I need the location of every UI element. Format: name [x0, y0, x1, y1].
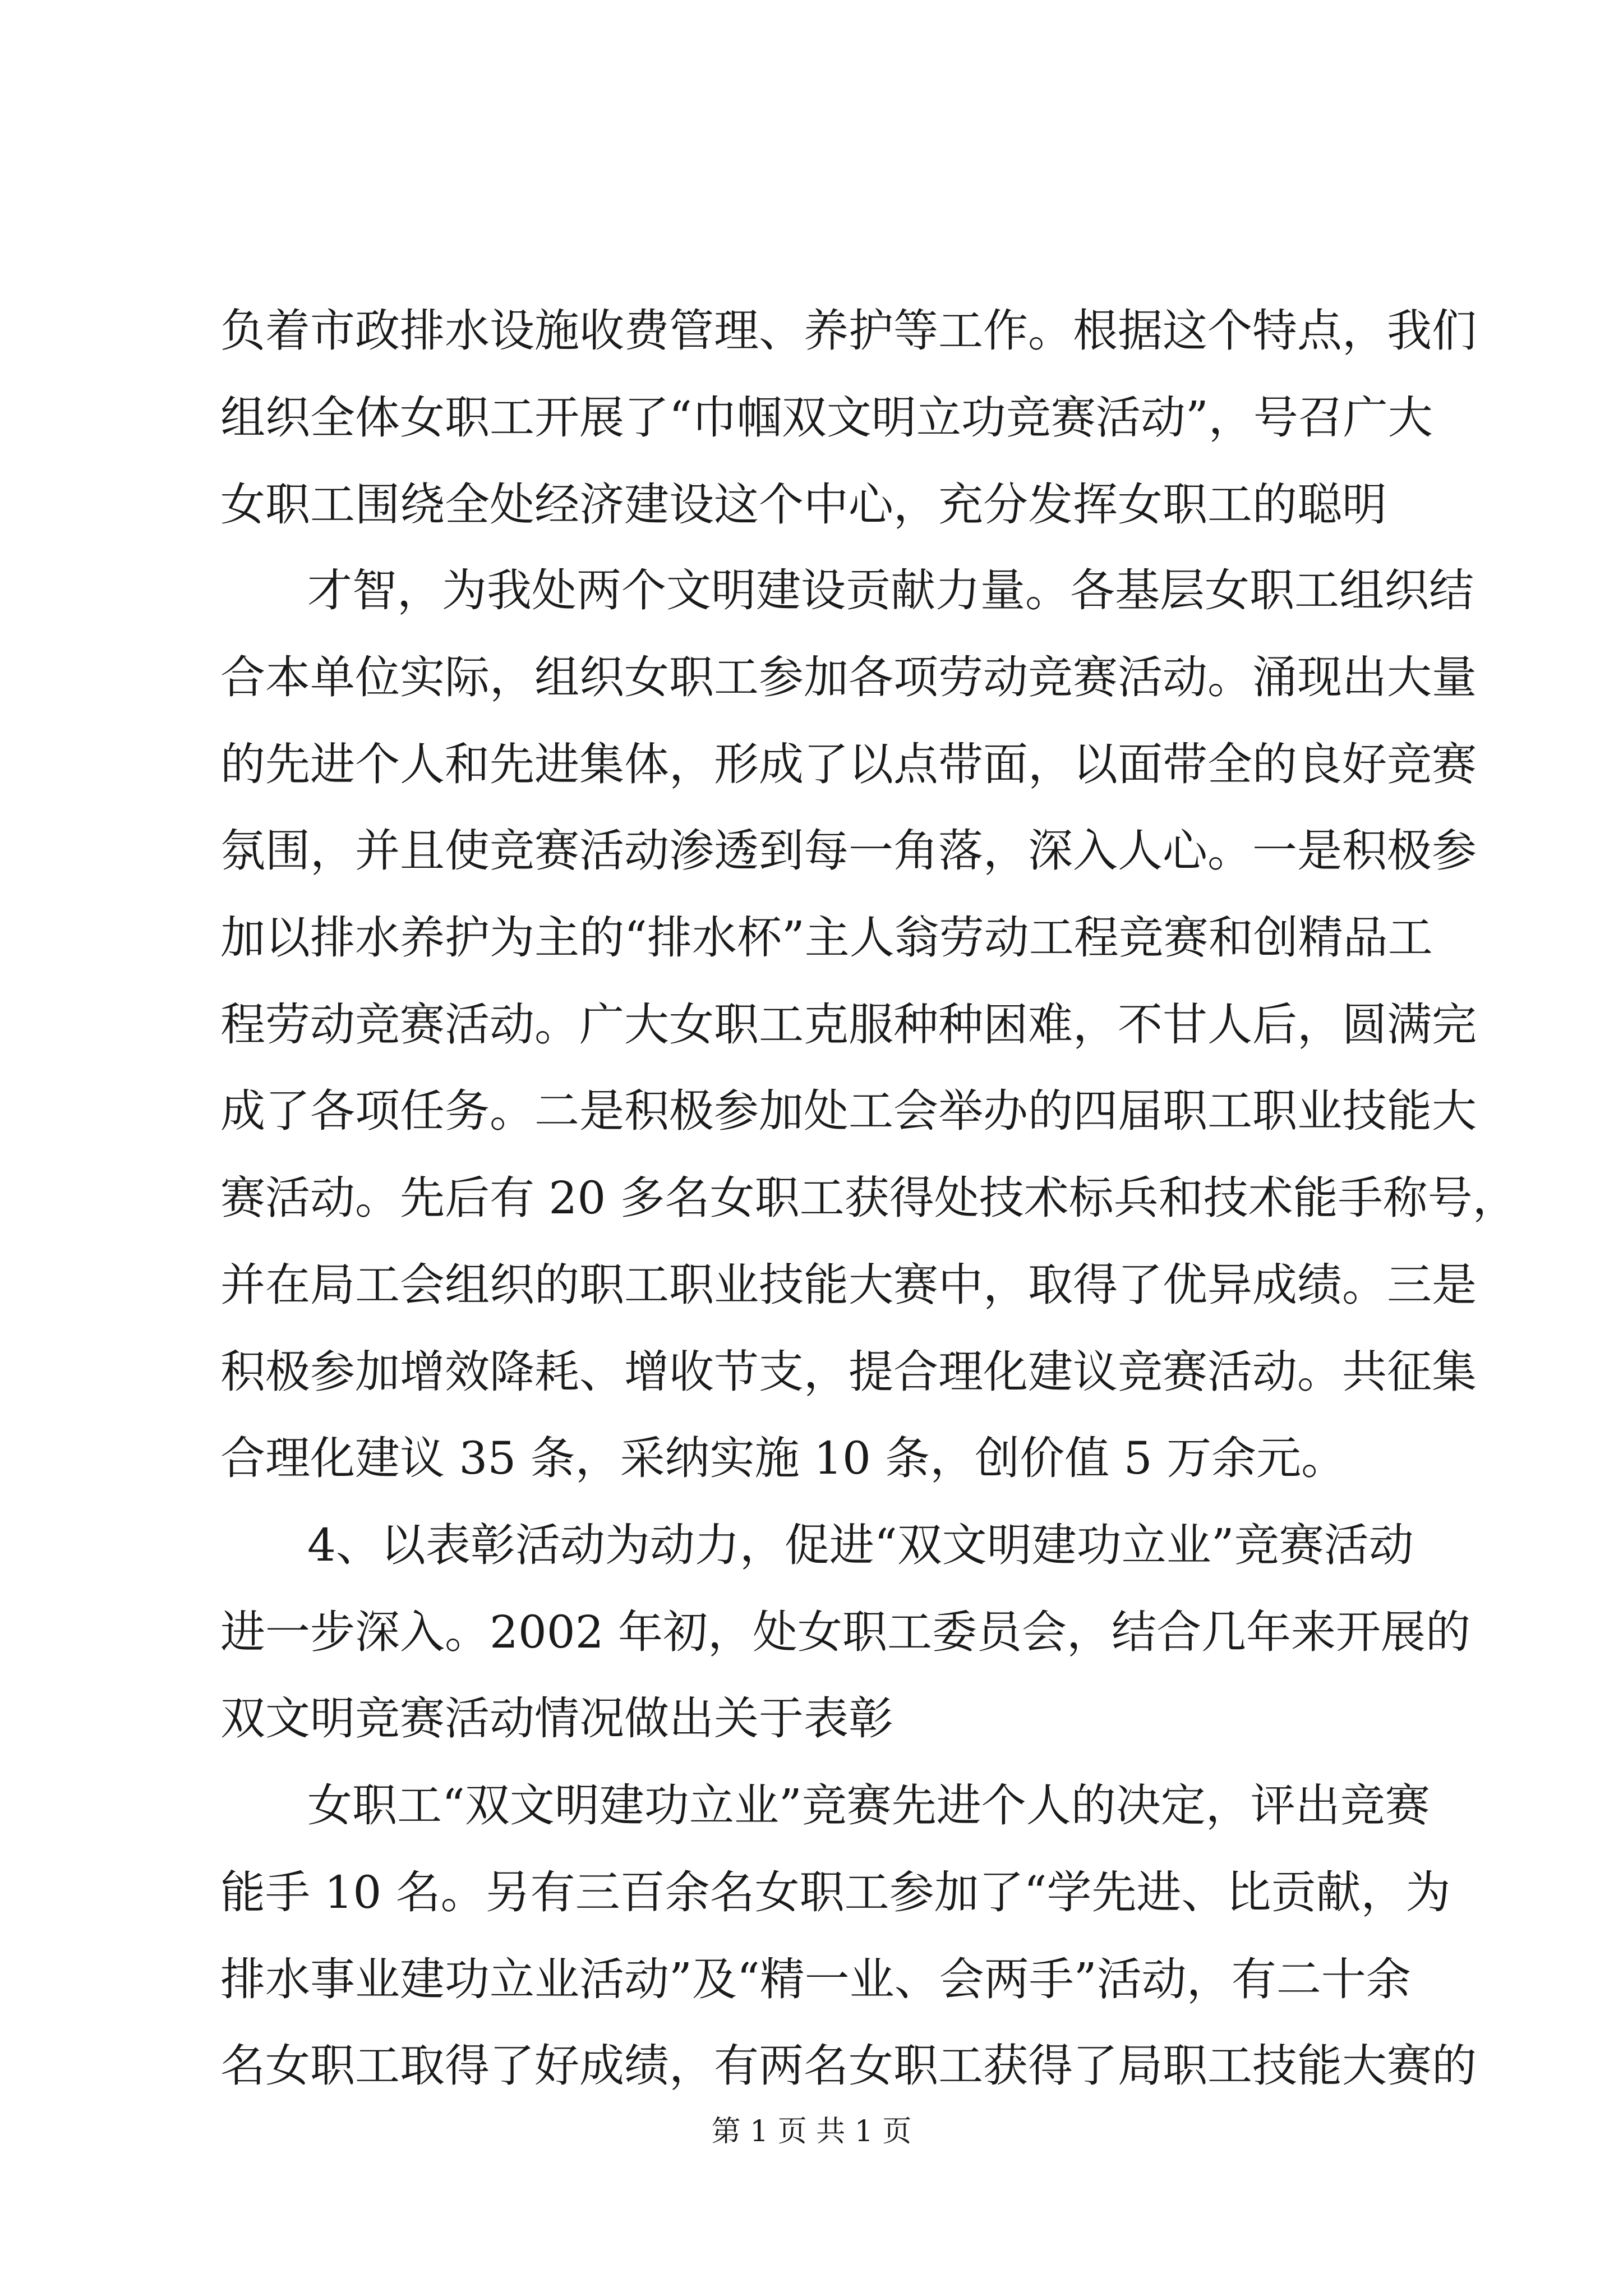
body-text-line: 排水事业建功立业活动”及“精一业、会两手”活动，有二十余	[220, 1953, 1411, 2005]
body-text-line: 名女职工取得了好成绩，有两名女职工获得了局职工技能大赛的	[220, 2040, 1477, 2092]
body-text-line: 的先进个人和先进集体，形成了以点带面，以面带全的良好竞赛	[220, 738, 1477, 790]
body-text-line: 合理化建议 35 条，采纳实施 10 条，创价值 5 万余元。	[220, 1432, 1347, 1484]
body-text-line: 赛活动。先后有 20 多名女职工获得处技术标兵和技术能手称号，	[220, 1172, 1518, 1224]
body-text-line: 加以排水养护为主的“排水杯”主人翁劳动工程竞赛和创精品工	[220, 912, 1433, 964]
body-text-line: 双文明竞赛活动情况做出关于表彰	[220, 1692, 893, 1745]
body-text-line: 程劳动竞赛活动。广大女职工克服种种困难，不甘人后，圆满完	[220, 999, 1477, 1051]
body-text-line: 负着市政排水设施收费管理、养护等工作。根据这个特点，我们	[220, 305, 1477, 357]
body-text-line: 氛围，并且使竞赛活动渗透到每一角落，深入人心。一是积极参	[220, 825, 1477, 877]
body-text-line: 能手 10 名。另有三百余名女职工参加了“学先进、比贡献，为	[220, 1866, 1451, 1918]
body-text-line: 女职工“双文明建功立业”竞赛先进个人的决定，评出竞赛	[307, 1779, 1430, 1832]
body-text-line: 才智，为我处两个文明建设贡献力量。各基层女职工组织结	[307, 564, 1474, 616]
body-text-line: 积极参加增效降耗、增收节支，提合理化建议竞赛活动。共征集	[220, 1346, 1477, 1398]
body-text-line: 并在局工会组织的职工职业技能大赛中，取得了优异成绩。三是	[220, 1259, 1477, 1311]
body-text-line: 组织全体女职工开展了“巾帼双文明立功竞赛活动”，号召广大	[220, 392, 1433, 444]
body-text-line: 进一步深入。2002 年初，处女职工委员会，结合几年来开展的	[220, 1606, 1471, 1658]
body-text-line: 合本单位实际，组织女职工参加各项劳动竞赛活动。涌现出大量	[220, 651, 1477, 703]
page-number-footer: 第 1 页 共 1 页	[711, 2115, 912, 2148]
body-text-line: 4、以表彰活动为动力，促进“双文明建功立业”竞赛活动	[307, 1519, 1414, 1571]
body-text-line: 女职工围绕全处经济建设这个中心，充分发挥女职工的聪明	[220, 478, 1387, 531]
body-text-line: 成了各项任务。二是积极参加处工会举办的四届职工职业技能大	[220, 1085, 1477, 1137]
